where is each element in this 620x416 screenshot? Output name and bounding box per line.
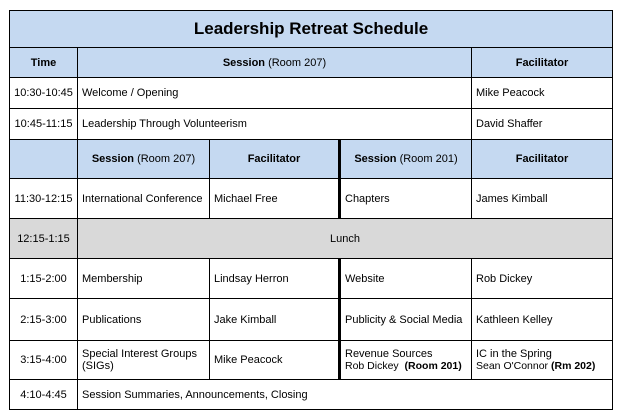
schedule-table bbox=[9, 10, 613, 410]
facilitator-cell: Kathleen Kelley bbox=[472, 299, 613, 340]
facilitator-cell: Michael Free bbox=[210, 179, 340, 219]
session-cell: Session Summaries, Announcements, Closing bbox=[78, 380, 613, 410]
header-row-plenary bbox=[10, 48, 613, 78]
page-title: Leadership Retreat Schedule bbox=[10, 11, 613, 48]
schedule-row bbox=[10, 108, 613, 139]
schedule-row bbox=[10, 179, 613, 219]
session-detail: Sean O'Connor (Rm 202) bbox=[476, 359, 596, 372]
title-row bbox=[10, 11, 613, 48]
facilitator-cell: Mike Peacock bbox=[472, 78, 613, 109]
facilitator-cell: James Kimball bbox=[472, 179, 613, 219]
session-header-left: Session (Room 207) bbox=[78, 139, 210, 178]
time-cell: 12:15-1:15 bbox=[10, 219, 78, 258]
session-cell-multi bbox=[340, 340, 472, 379]
time-cell: 10:45-11:15 bbox=[10, 108, 78, 139]
session-header-right: Session (Room 201) bbox=[340, 139, 472, 178]
time-header-blank bbox=[10, 139, 78, 178]
session-cell: Welcome / Opening bbox=[78, 78, 472, 109]
schedule-row bbox=[10, 78, 613, 109]
schedule-row bbox=[10, 340, 613, 379]
facilitator-cell-multi bbox=[472, 340, 613, 379]
session-cell: Leadership Through Volunteerism bbox=[78, 108, 472, 139]
session-cell: International Conference bbox=[78, 179, 210, 219]
lunch-row bbox=[10, 219, 613, 258]
schedule-row bbox=[10, 258, 613, 298]
schedule-row bbox=[10, 380, 613, 410]
session-cell: Website bbox=[340, 258, 472, 298]
time-cell: 1:15-2:00 bbox=[10, 258, 78, 298]
schedule-row bbox=[10, 299, 613, 340]
header-row-breakout bbox=[10, 139, 613, 178]
session-header: Session (Room 207) bbox=[78, 48, 472, 78]
facilitator-cell: Jake Kimball bbox=[210, 299, 340, 340]
facilitator-cell: David Shaffer bbox=[472, 108, 613, 139]
facilitator-header-left: Facilitator bbox=[210, 139, 340, 178]
time-cell: 4:10-4:45 bbox=[10, 380, 78, 410]
facilitator-cell: Mike Peacock bbox=[210, 340, 340, 379]
session-cell: Membership bbox=[78, 258, 210, 298]
time-cell: 11:30-12:15 bbox=[10, 179, 78, 219]
facilitator-cell: Rob Dickey bbox=[472, 258, 613, 298]
facilitator-cell: Lindsay Herron bbox=[210, 258, 340, 298]
session-title: IC in the Spring bbox=[476, 347, 552, 360]
facilitator-header: Facilitator bbox=[472, 48, 613, 78]
time-cell: 3:15-4:00 bbox=[10, 340, 78, 379]
time-cell: 10:30-10:45 bbox=[10, 78, 78, 109]
session-cell: Chapters bbox=[340, 179, 472, 219]
session-detail: Rob Dickey (Room 201) bbox=[345, 359, 462, 372]
session-cell: Publications bbox=[78, 299, 210, 340]
facilitator-header-right: Facilitator bbox=[472, 139, 613, 178]
time-header: Time bbox=[10, 48, 78, 78]
time-cell: 2:15-3:00 bbox=[10, 299, 78, 340]
lunch-label: Lunch bbox=[78, 219, 613, 258]
session-cell: Special Interest Groups (SIGs) bbox=[78, 340, 210, 379]
session-title: Revenue Sources bbox=[345, 347, 433, 360]
session-cell: Publicity & Social Media bbox=[340, 299, 472, 340]
